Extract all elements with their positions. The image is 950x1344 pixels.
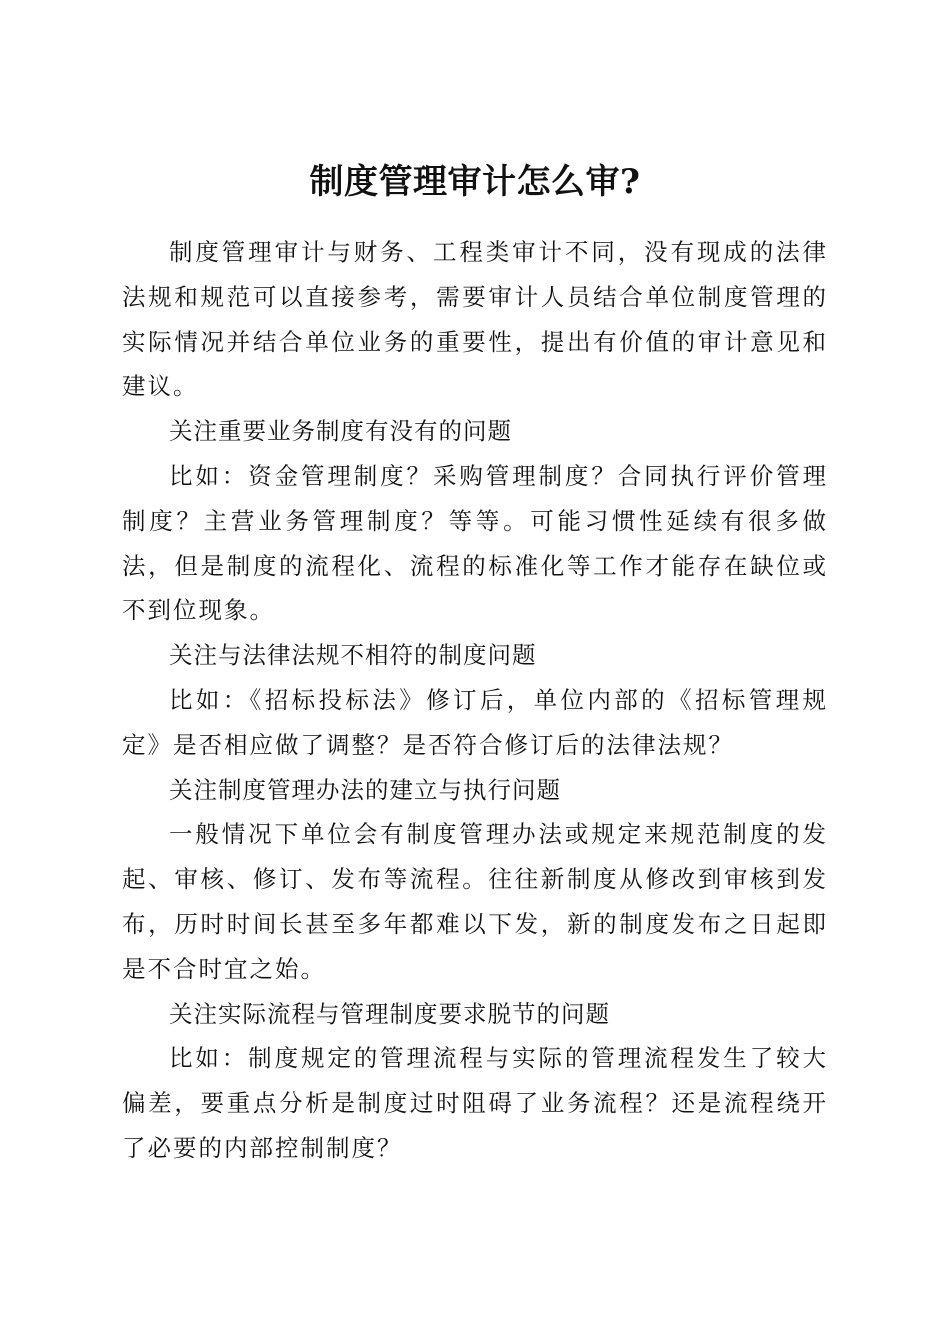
intro-paragraph: 制度管理审计与财务、工程类审计不同，没有现成的法律法规和规范可以直接参考，需要审计人员结合单位制度管理的实际情况并结合单位业务的重要性，提出有价值的审计意见和建议。: [122, 238, 828, 401]
section-heading-missing-systems: 关注重要业务制度有没有的问题: [169, 417, 512, 446]
section-heading-legal-conflict: 关注与法律法规不相符的制度问题: [169, 641, 537, 670]
paragraph-legal-conflict-example: 比如：《招标投标法》修订后，单位内部的《招标管理规定》是否相应做了调整？是否符合修订后的法律法规？: [122, 685, 828, 759]
section-heading-management-rules: 关注制度管理办法的建立与执行问题: [169, 775, 561, 804]
paragraph-management-rules-detail: 一般情况下单位会有制度管理办法或规定来规范制度的发起、审核、修订、发布等流程。往往新制度从修改到审核到发布，历时时间长甚至多年都难以下发，新的制度发布之日起即是不合时宜之始。: [122, 820, 828, 983]
paragraph-missing-systems-example: 比如：资金管理制度？采购管理制度？合同执行评价管理制度？主营业务管理制度？等等。可能习惯性延续有很多做法，但是制度的流程化、流程的标准化等工作才能存在缺位或不到位现象。: [122, 461, 828, 625]
document-title: 制度管理审计怎么审?: [309, 161, 641, 202]
paragraph-process-gap-example: 比如：制度规定的管理流程与实际的管理流程发生了较大偏差，要重点分析是制度过时阻碍了业务流程？还是流程绕开了必要的内部控制制度？: [122, 1044, 828, 1162]
section-heading-process-gap: 关注实际流程与管理制度要求脱节的问题: [169, 999, 610, 1028]
document-body: [122, 230, 828, 1171]
